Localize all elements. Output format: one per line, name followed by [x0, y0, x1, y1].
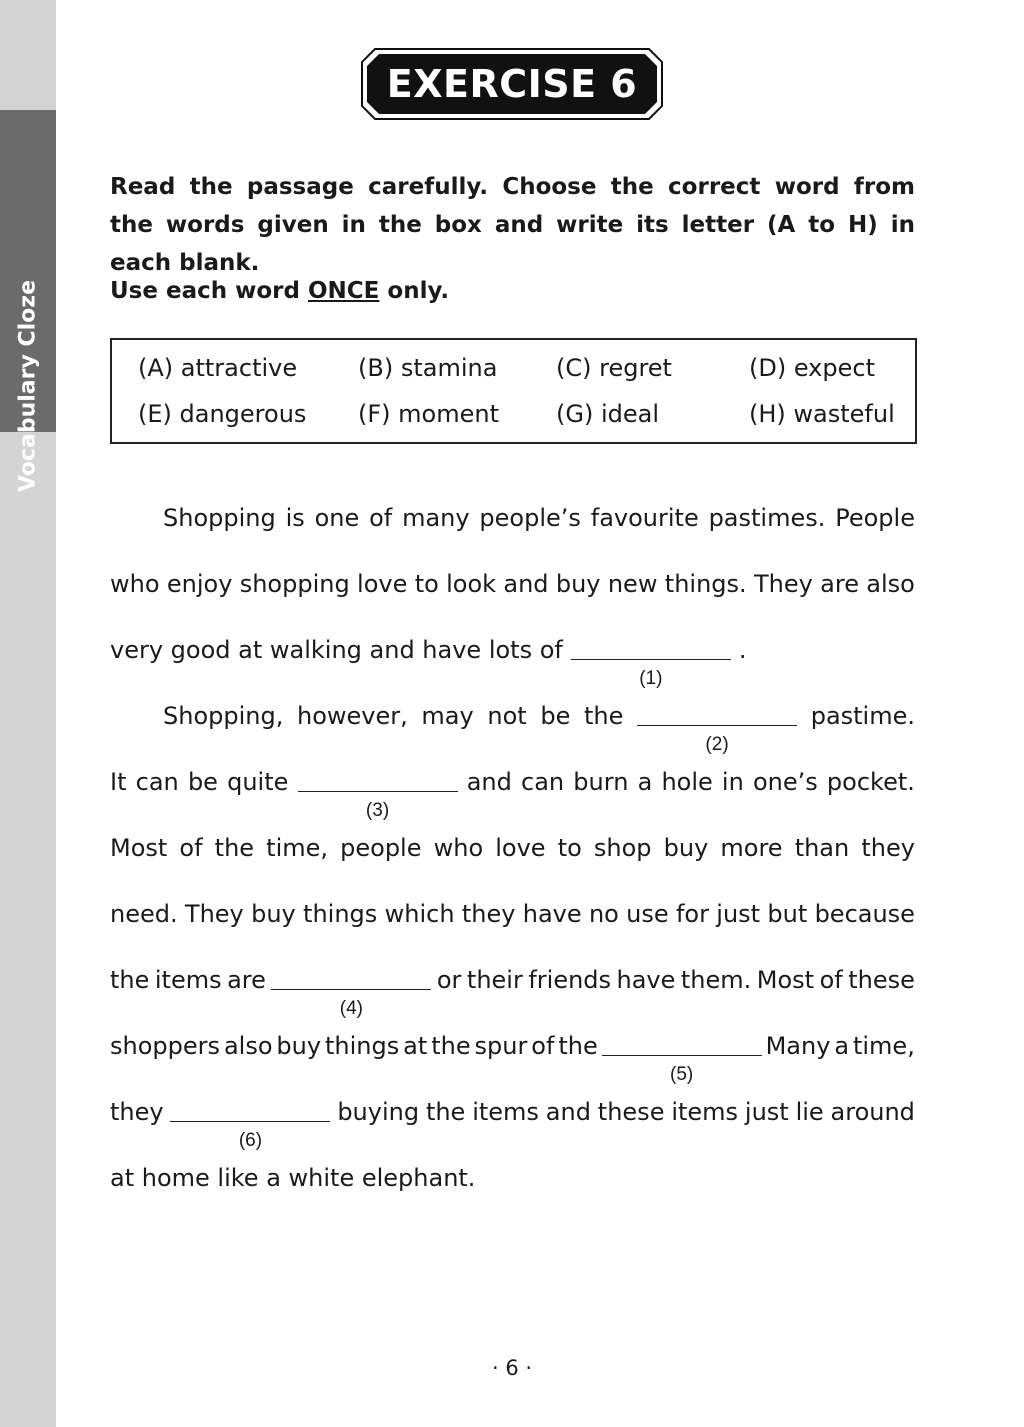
word: they [461, 900, 516, 928]
word: spur [474, 1032, 528, 1060]
text-segment: at home like a white elephant. [110, 1164, 476, 1192]
instructions-main: Read the passage carefully. Choose the correct word from the words given in the box and write its letter (A to H) in each blank. [110, 174, 915, 276]
word-option: (G) ideal [556, 400, 659, 428]
word: who [110, 570, 160, 598]
word: of [531, 1032, 555, 1060]
word: be [540, 702, 571, 730]
word: however, [297, 702, 408, 730]
word: these [848, 966, 915, 994]
word: love [495, 834, 546, 862]
text-segment: very good at walking and have lots of [110, 636, 563, 664]
instructions-once [110, 272, 915, 310]
word: they [861, 834, 915, 862]
word: Most [110, 834, 168, 862]
word: around [830, 1098, 915, 1126]
word: items [671, 1098, 739, 1126]
word: is [285, 504, 305, 532]
answer-blank-2[interactable] [637, 702, 797, 755]
word: time, [266, 834, 329, 862]
word: for [675, 900, 709, 928]
blank-underline [271, 989, 431, 990]
text-segment: . [738, 636, 747, 664]
word: just [716, 900, 761, 928]
once-prefix: Use each word [110, 278, 308, 304]
word: a [637, 768, 653, 796]
word: things [325, 1032, 400, 1060]
word: they [110, 1098, 164, 1126]
word: can [521, 768, 565, 796]
blank-underline [298, 791, 458, 792]
word: the [425, 1098, 466, 1126]
word: one’s [752, 768, 818, 796]
word: love [357, 570, 408, 598]
passage-line [110, 558, 915, 598]
word: many [402, 504, 470, 532]
word: items [472, 1098, 539, 1126]
word: who [433, 834, 484, 862]
passage-line [110, 822, 915, 862]
passage-line [110, 624, 915, 689]
word: than [794, 834, 850, 862]
word: them. [680, 966, 752, 994]
word: of [369, 504, 393, 532]
once-suffix: only. [379, 278, 450, 304]
word: are [820, 570, 859, 598]
word: people [340, 834, 422, 862]
passage-line [163, 690, 915, 755]
word: burn [573, 768, 629, 796]
exercise-title-badge [361, 48, 663, 120]
blank-underline [170, 1121, 330, 1122]
word: not [487, 702, 527, 730]
word: buying [337, 1098, 420, 1126]
word: of [819, 966, 843, 994]
word: Many [765, 1032, 831, 1060]
answer-blank-4[interactable] [271, 966, 431, 1019]
word: things. [664, 570, 747, 598]
word: which [384, 900, 455, 928]
answer-blank-6[interactable] [170, 1098, 330, 1151]
word: shopping [239, 570, 350, 598]
word: lie [795, 1098, 824, 1126]
word: the [558, 1032, 598, 1060]
word: buy [251, 900, 296, 928]
passage-line [110, 756, 915, 821]
word: enjoy [166, 570, 233, 598]
blank-underline [637, 725, 797, 726]
word-option: (F) moment [358, 400, 499, 428]
answer-blank-3[interactable] [298, 768, 458, 821]
word: no [588, 900, 619, 928]
word: shoppers [110, 1032, 221, 1060]
word: buy [555, 570, 601, 598]
word: the [584, 702, 624, 730]
exercise-title: EXERCISE 6 [386, 62, 638, 106]
word: hole [661, 768, 713, 796]
word: their [466, 966, 523, 994]
word: the [431, 1032, 471, 1060]
word: favourite [590, 504, 699, 532]
blank-number: (3) [365, 800, 390, 821]
word: to [414, 570, 439, 598]
word: time, [852, 1032, 915, 1060]
passage-line [110, 888, 915, 928]
word: the [110, 966, 150, 994]
word: at [403, 1032, 428, 1060]
word: need. [110, 900, 178, 928]
word: People [835, 504, 915, 532]
word: pastime. [810, 702, 915, 730]
word: Shopping, [163, 702, 284, 730]
word: a [834, 1032, 850, 1060]
word: be [187, 768, 218, 796]
answer-blank-5[interactable] [602, 1032, 762, 1085]
word: or [436, 966, 462, 994]
passage-line [110, 1152, 915, 1192]
blank-number: (2) [705, 734, 729, 755]
word: look [446, 570, 497, 598]
blank-underline [571, 659, 731, 660]
word: just [744, 1098, 789, 1126]
word: friends [528, 966, 612, 994]
blank-number: (4) [339, 998, 363, 1019]
word-option: (E) dangerous [138, 400, 307, 428]
word: pastimes. [708, 504, 826, 532]
word: things [303, 900, 378, 928]
word: can [135, 768, 179, 796]
word: Shopping [163, 504, 276, 532]
blank-number: (1) [639, 668, 663, 689]
word: They [753, 570, 813, 598]
word: the [214, 834, 255, 862]
word: these [597, 1098, 665, 1126]
word: one [314, 504, 360, 532]
word-option: (A) attractive [138, 354, 298, 382]
word: and [545, 1098, 591, 1126]
word: new [607, 570, 658, 598]
word: items [154, 966, 222, 994]
word-option: (D) expect [749, 354, 875, 382]
word: pocket. [826, 768, 915, 796]
passage-line [110, 1086, 915, 1151]
word: also [866, 570, 915, 598]
answer-blank-1[interactable] [571, 636, 731, 689]
word: have [616, 966, 676, 994]
word: They [184, 900, 244, 928]
word: are [227, 966, 266, 994]
section-tab [0, 110, 56, 492]
passage-line [110, 954, 915, 1019]
word: of [179, 834, 203, 862]
word: use [626, 900, 669, 928]
word: buy [276, 1032, 322, 1060]
word: because [814, 900, 915, 928]
word-option: (C) regret [556, 354, 672, 382]
word: and [466, 768, 512, 796]
word: shop [593, 834, 652, 862]
word-option: (H) wasteful [749, 400, 895, 428]
word: have [522, 900, 582, 928]
word: It [110, 768, 127, 796]
word: but [767, 900, 808, 928]
word: people’s [479, 504, 581, 532]
word: also [223, 1032, 273, 1060]
word: and [503, 570, 549, 598]
word: quite [227, 768, 289, 796]
word: may [421, 702, 474, 730]
blank-number: (5) [670, 1064, 694, 1085]
blank-number: (6) [238, 1130, 263, 1151]
word-box [110, 338, 917, 444]
word-option: (B) stamina [358, 354, 498, 382]
passage-line [163, 492, 915, 532]
section-tab-label: Vocabulary Cloze [15, 280, 41, 492]
word: to [557, 834, 582, 862]
passage-line [110, 1020, 915, 1085]
word: Most [756, 966, 815, 994]
blank-underline [602, 1055, 762, 1056]
once-word: ONCE [307, 278, 380, 304]
word: more [720, 834, 783, 862]
word: in [721, 768, 744, 796]
page-number: · 6 · [491, 1356, 533, 1380]
word: buy [663, 834, 709, 862]
